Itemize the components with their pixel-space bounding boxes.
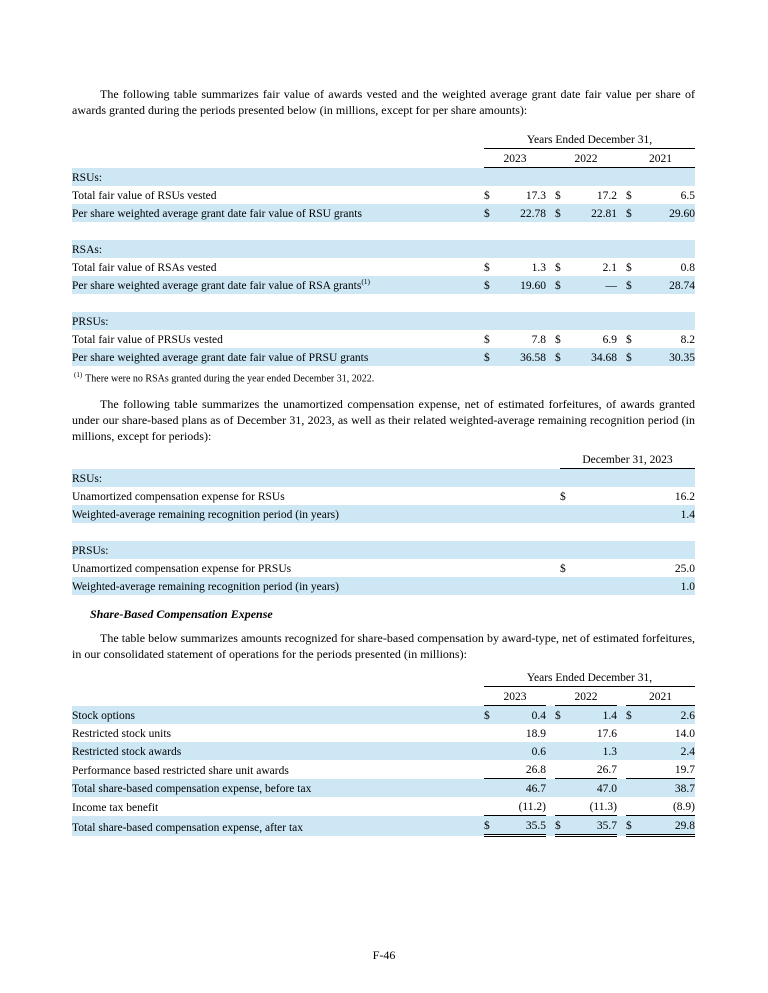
- row-label: Income tax benefit: [72, 801, 159, 814]
- value-cell: 1.4: [570, 706, 617, 725]
- value-cell: 16.2: [674, 491, 695, 504]
- spacer-row: [72, 222, 695, 240]
- empty-cell: [555, 760, 570, 779]
- empty-cell: [626, 779, 641, 798]
- value-cell: 29.8: [641, 816, 695, 836]
- value-cell: (11.2): [499, 797, 546, 816]
- empty-cell: [72, 668, 484, 687]
- year-column-header: 2022: [555, 149, 617, 168]
- section-title: RSUs:: [72, 469, 695, 488]
- dollar-sign: $: [626, 276, 641, 294]
- dollar-sign: $: [626, 816, 641, 836]
- dollar-sign: $: [554, 262, 561, 274]
- value-cell: 17.6: [596, 728, 617, 741]
- table-row: [72, 779, 695, 798]
- gap-cell: [546, 742, 555, 760]
- spacer-cell: [72, 294, 695, 312]
- section-header-row: [72, 312, 695, 330]
- value-cell: 17.3: [525, 190, 546, 202]
- empty-cell: [626, 724, 641, 742]
- gap-cell: [546, 186, 555, 204]
- gap-cell: [617, 816, 626, 836]
- value-cell: 2.6: [641, 706, 695, 725]
- page-number: F-46: [372, 948, 396, 962]
- spacer-row: [72, 523, 695, 541]
- table-row: [72, 258, 695, 276]
- empty-cell: [560, 505, 580, 523]
- dollar-sign: $: [560, 563, 566, 576]
- gap-cell: [546, 797, 555, 816]
- empty-cell: [72, 149, 484, 168]
- value-cell: (11.3): [570, 797, 617, 816]
- table-row: [72, 577, 695, 595]
- empty-cell: [484, 760, 499, 779]
- gap-cell: [546, 204, 555, 222]
- empty-cell: [72, 687, 484, 706]
- table-row: [72, 724, 695, 742]
- table-row: [72, 186, 695, 204]
- dollar-sign: $: [483, 262, 490, 274]
- period-header-row: [72, 668, 695, 687]
- value-cell: 19.7: [641, 760, 695, 779]
- row-label-text: Per share weighted average grant date fair value of RSA grants: [72, 280, 362, 292]
- section-title: RSAs:: [72, 240, 695, 258]
- gap-cell: [546, 706, 555, 725]
- value-cell: 47.0: [570, 779, 617, 798]
- value-cell: 25.0: [674, 563, 695, 576]
- table-row: [72, 706, 695, 725]
- value-cell: 26.7: [570, 760, 617, 779]
- table-row: [72, 742, 695, 760]
- row-label: Weighted-average remaining recognition period (in years): [72, 577, 560, 595]
- intro-paragraph-fair-value: The following table summarizes fair value of awards vested and the weighted average grant date fair value per share of awards granted during the periods presented below (in millions, except for per share amounts):: [72, 87, 695, 117]
- empty-cell: [555, 742, 570, 760]
- spacer-cell: [72, 523, 695, 541]
- dollar-sign: $: [626, 204, 641, 222]
- period-header: Years Ended December 31,: [484, 668, 695, 687]
- value-cell: 17.2: [596, 190, 617, 202]
- section-title: RSUs:: [72, 168, 695, 187]
- year-column-header: 2023: [484, 149, 546, 168]
- section-header-row: [72, 240, 695, 258]
- value-cell: 2.1: [602, 262, 617, 274]
- value-cell: 19.60: [499, 276, 546, 294]
- gap-cell: [617, 687, 626, 706]
- dollar-sign: $: [555, 348, 570, 366]
- value-cell: 7.8: [531, 334, 546, 346]
- gap-cell: [546, 724, 555, 742]
- gap-cell: [546, 687, 555, 706]
- gap-cell: [617, 186, 626, 204]
- table-row: [72, 330, 695, 348]
- dollar-sign: $: [555, 276, 570, 294]
- value-cell: —: [570, 276, 617, 294]
- year-column-header: 2022: [555, 687, 617, 706]
- value-cell: 46.7: [499, 779, 546, 798]
- gap-cell: [617, 204, 626, 222]
- value-cell: 18.9: [525, 728, 546, 741]
- section-heading: Share-Based Compensation Expense: [90, 607, 273, 622]
- empty-cell: [560, 577, 580, 595]
- dollar-sign: $: [483, 334, 490, 346]
- gap-cell: [546, 330, 555, 348]
- row-label: Per share weighted average grant date fair value of PRSU grants: [72, 348, 484, 366]
- gap-cell: [546, 276, 555, 294]
- row-label: Restricted stock awards: [72, 742, 484, 760]
- section-header-row: [72, 541, 695, 559]
- empty-cell: [555, 779, 570, 798]
- empty-cell: [626, 742, 641, 760]
- value-cell: 28.74: [641, 276, 695, 294]
- dollar-sign: $: [484, 348, 499, 366]
- year-column-header: 2021: [626, 687, 695, 706]
- intro-paragraph-expense: The table below summarizes amounts recognized for share-based compensation by award-type, net of estimated forfeitures, in our consolidated statement of operations for the periods presented (in millions):: [72, 631, 695, 662]
- value-cell: 8.2: [680, 334, 695, 346]
- section-header-row: [72, 469, 695, 488]
- gap-cell: [617, 348, 626, 366]
- gap-cell: [546, 258, 555, 276]
- value-cell: 22.81: [570, 204, 617, 222]
- section-title: PRSUs:: [72, 312, 695, 330]
- row-label: Performance based restricted share unit awards: [72, 764, 289, 777]
- value-cell: 1.3: [570, 742, 617, 760]
- value-cell: 6.5: [680, 190, 695, 202]
- dollar-sign: $: [625, 334, 632, 346]
- empty-cell: [484, 779, 499, 798]
- value-cell: 1.4: [580, 505, 695, 523]
- dollar-sign: $: [554, 190, 561, 202]
- value-cell: 6.9: [602, 334, 617, 346]
- empty-cell: [72, 130, 484, 149]
- row-label: Unamortized compensation expense for PRSUs: [72, 563, 292, 576]
- value-cell: 30.35: [641, 348, 695, 366]
- dollar-sign: $: [554, 334, 561, 346]
- dollar-sign: $: [484, 706, 499, 725]
- gap-cell: [617, 706, 626, 725]
- row-label: Total share-based compensation expense, before tax: [72, 779, 484, 798]
- value-cell: (8.9): [641, 797, 695, 816]
- table-row: [72, 348, 695, 366]
- dollar-sign: $: [626, 706, 641, 725]
- section-header-row: [72, 168, 695, 187]
- gap-cell: [617, 258, 626, 276]
- value-cell: 0.4: [499, 706, 546, 725]
- table-row: [72, 204, 695, 222]
- table-row: [72, 797, 695, 816]
- intro-paragraph-unamortized: The following table summarizes the unamortized compensation expense, net of estimated forfeitures, of awards granted under our share-based plans as of December 31, 2023, as well as their related weighted-average remaining recognition period (in millions, except for periods):: [72, 397, 695, 444]
- empty-cell: [484, 797, 499, 816]
- dollar-sign: $: [626, 348, 641, 366]
- value-cell: 2.4: [641, 742, 695, 760]
- gap-cell: [617, 742, 626, 760]
- gap-cell: [617, 276, 626, 294]
- period-header: December 31, 2023: [560, 450, 695, 469]
- row-label: Total fair value of RSAs vested: [72, 262, 217, 274]
- footnote: [72, 371, 695, 384]
- value-cell: 34.68: [570, 348, 617, 366]
- row-label: Stock options: [72, 706, 484, 725]
- unamortized-table: [72, 450, 695, 595]
- dollar-sign: $: [625, 262, 632, 274]
- footnote-marker: (1): [361, 277, 371, 287]
- period-header-row: [72, 450, 695, 469]
- value-cell: 35.7: [570, 816, 617, 836]
- value-cell: 1.3: [531, 262, 546, 274]
- dollar-sign: $: [484, 276, 499, 294]
- table-row: [72, 505, 695, 523]
- value-cell: 36.58: [499, 348, 546, 366]
- value-cell: 26.8: [499, 760, 546, 779]
- row-label: Per share weighted average grant date fair value of RSU grants: [72, 204, 484, 222]
- gap-cell: [546, 760, 555, 779]
- row-label: Unamortized compensation expense for RSUs: [72, 491, 285, 504]
- value-cell: 22.78: [499, 204, 546, 222]
- row-label: [72, 276, 484, 294]
- expense-table: [72, 668, 695, 837]
- row-label: Weighted-average remaining recognition period (in years): [72, 505, 560, 523]
- gap-cell: [546, 149, 555, 168]
- empty-cell: [555, 797, 570, 816]
- gap-cell: [546, 348, 555, 366]
- section-title: PRSUs:: [72, 541, 695, 559]
- row-label: Total fair value of PRSUs vested: [72, 334, 223, 346]
- dollar-sign: $: [560, 491, 566, 504]
- value-cell: 35.5: [499, 816, 546, 836]
- dollar-sign: $: [555, 816, 570, 836]
- empty-cell: [555, 724, 570, 742]
- dollar-sign: $: [483, 190, 490, 202]
- table-row: [72, 760, 695, 779]
- gap-cell: [617, 724, 626, 742]
- empty-cell: [484, 724, 499, 742]
- table-row: [72, 276, 695, 294]
- year-header-row: [72, 687, 695, 706]
- row-label: Total fair value of RSUs vested: [72, 190, 217, 202]
- year-column-header: 2023: [484, 687, 546, 706]
- gap-cell: [617, 779, 626, 798]
- value-cell: 38.7: [641, 779, 695, 798]
- gap-cell: [546, 816, 555, 836]
- footnote-marker: (1): [74, 371, 83, 379]
- year-header-row: [72, 149, 695, 168]
- footnote-text: There were no RSAs granted during the year ended December 31, 2022.: [85, 373, 375, 385]
- gap-cell: [617, 797, 626, 816]
- value-cell: 14.0: [674, 728, 695, 741]
- row-label: Total share-based compensation expense, after tax: [72, 816, 484, 836]
- gap-cell: [546, 779, 555, 798]
- table-row: [72, 559, 695, 577]
- dollar-sign: $: [555, 706, 570, 725]
- gap-cell: [617, 760, 626, 779]
- empty-cell: [626, 797, 641, 816]
- dollar-sign: $: [625, 190, 632, 202]
- period-header: Years Ended December 31,: [484, 130, 695, 149]
- period-header-row: [72, 130, 695, 149]
- value-cell: 0.6: [499, 742, 546, 760]
- spacer-row: [72, 294, 695, 312]
- dollar-sign: $: [484, 204, 499, 222]
- value-cell: 0.8: [680, 262, 695, 274]
- gap-cell: [617, 149, 626, 168]
- table-row: [72, 487, 695, 505]
- dollar-sign: $: [484, 816, 499, 836]
- table-row: [72, 816, 695, 836]
- gap-cell: [617, 330, 626, 348]
- value-cell: 29.60: [641, 204, 695, 222]
- year-column-header: 2021: [626, 149, 695, 168]
- empty-cell: [626, 760, 641, 779]
- fair-value-vested-table: [72, 130, 695, 366]
- spacer-cell: [72, 222, 695, 240]
- dollar-sign: $: [555, 204, 570, 222]
- value-cell: 1.0: [580, 577, 695, 595]
- empty-cell: [484, 742, 499, 760]
- empty-cell: [72, 450, 560, 469]
- row-label: Restricted stock units: [72, 728, 172, 741]
